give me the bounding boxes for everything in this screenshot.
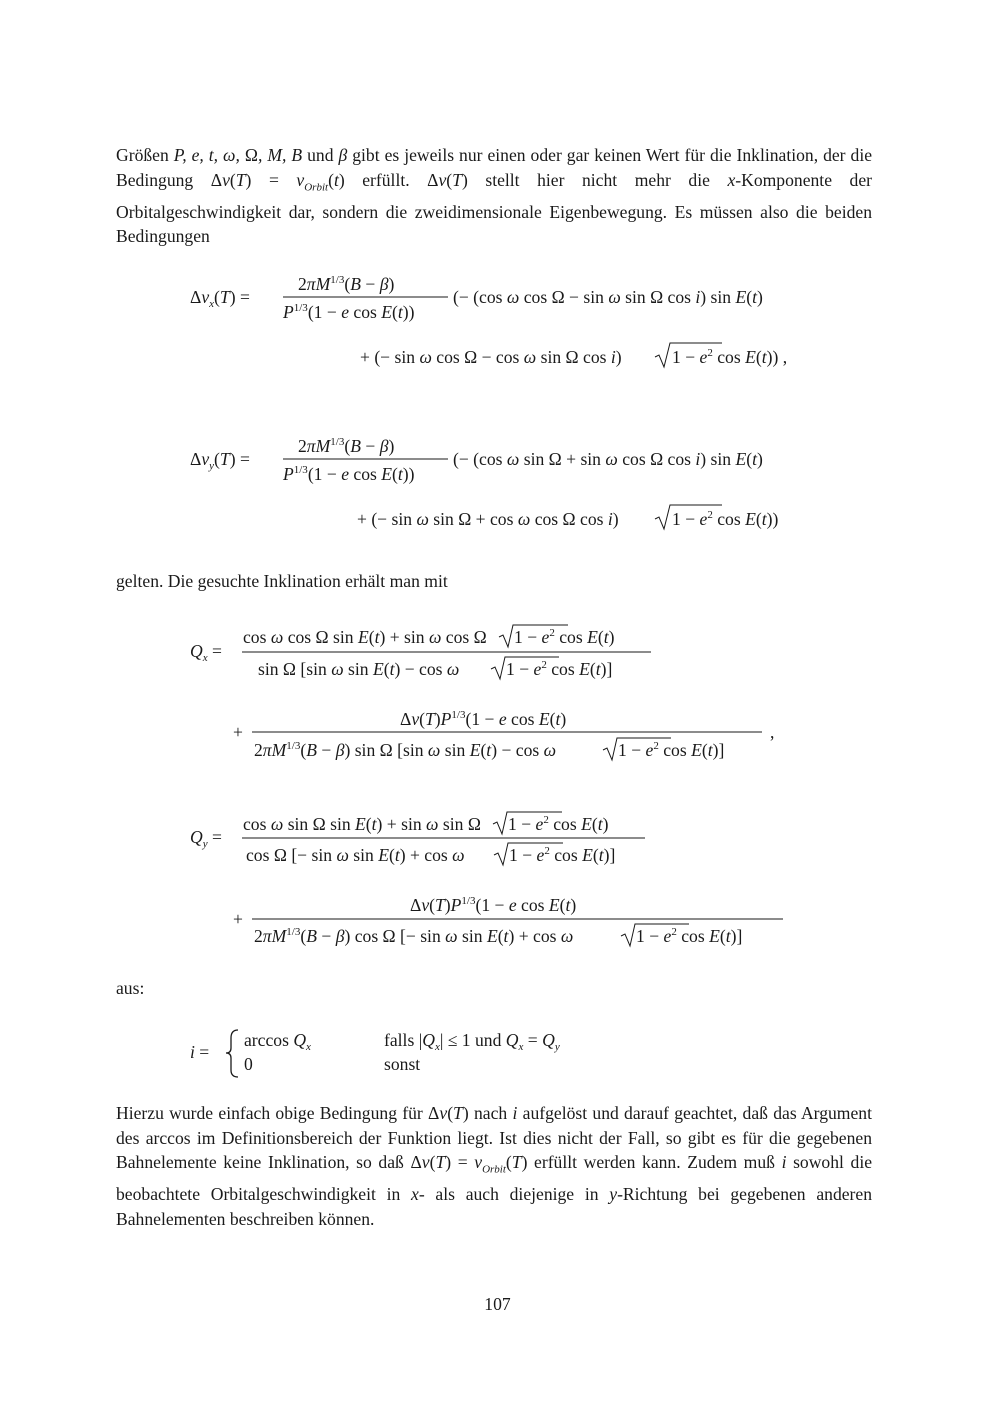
svg-text:1 − e2 cos E(t)]: $1 - e^2$ cos E(t)] bbox=[618, 740, 725, 760]
svg-text:cos Ω [− sin ω sin E(t) + cos: cos Ω [− sin ω sin E(t) + cos ω bbox=[246, 845, 465, 865]
paragraph-intro: Größen P, e, t, ω, Ω, M, B und β gibt es jeweils nur einen oder gar keinen Wert für die Inklination, der die Bedingung $\Delta v(T) = v_{Orbit}(t)$ erfüllt. Δv(T) stellt hier nicht mehr die x-Komponente der Orbitalgeschwindigkeit dar, sondern die zweidimensionale Eigenbewegung. Es müssen also die beiden Bedingungen bbox=[116, 145, 873, 247]
svg-text:cos ω cos Ω sin E(t) + sin ω c: cos ω cos Ω sin E(t) + sin ω cos Ω bbox=[243, 627, 487, 647]
paragraph-aus: aus: bbox=[116, 978, 145, 998]
svg-text:+ (− sin ω sin Ω + cos ω cos Ω: + (− sin ω sin Ω + cos ω cos Ω cos i) bbox=[357, 509, 619, 529]
svg-text:+: + bbox=[233, 909, 243, 929]
svg-text:Qx =: $Q_x$ = bbox=[190, 641, 222, 664]
svg-text:arccos Qx: $\arccos Q_x$ bbox=[244, 1030, 311, 1053]
svg-text:,: , bbox=[770, 722, 775, 742]
svg-text:1 − e2 cos E(t)]: $1 - e^2$ cos E(t)] bbox=[509, 845, 616, 865]
svg-text:2πM1/3(B − β) cos Ω [− sin ω s: $2\pi M^{1/3}(B - \beta)$ cos Ω [− sin ω sin E(t) + cos ω bbox=[254, 926, 574, 946]
svg-text:(− (cos ω cos Ω − sin ω sin Ω: (− (cos ω cos Ω − sin ω sin Ω cos i) sin E(t) bbox=[453, 287, 763, 307]
svg-text:2πM1/3(B − β): $2\pi M^{1/3}(B - \beta)$ bbox=[298, 436, 395, 456]
paragraph-hierzu: Hierzu wurde einfach obige Bedingung für Δv(T) nach i aufgelöst und darauf geachtet, daß das Argument des arccos im Definitionsbereich der Funktion liegt. Ist dies nicht der Fall, so gibt es für die gegebenen Bahnelemente keine Inklination, so daß $\Delta v(T) = v_{Orbit}(T)$ erfüllt werden kann. Zudem muß i sowohl die beobachtete Orbitalgeschwindigkeit in x- als auch diejenige in y-Richtung bei gegebenen anderen Bahnelementen beschreiben können. bbox=[116, 1103, 873, 1229]
svg-text:2πM1/3(B − β): $2\pi M^{1/3}(B - \beta)$ bbox=[298, 274, 395, 294]
svg-text:P1/3(1 − e cos E(t)): $P^{1/3}(1 - e$ cos E(t)) bbox=[283, 464, 415, 484]
svg-text:1 − e2 cos E(t)]: $1 - e^2$ cos E(t)] bbox=[636, 926, 743, 946]
svg-text:Δvx(T) =: $\Delta v_x(T)$ = bbox=[190, 287, 250, 310]
svg-text:Δv(T)P1/3(1 − e cos E(t): $\Delta v(T)P^{1/3}(1 - e$ cos E(t) bbox=[400, 709, 567, 729]
svg-text:i =: i = bbox=[190, 1042, 210, 1062]
svg-text:sonst: sonst bbox=[384, 1054, 421, 1074]
svg-text:P1/3(1 − e cos E(t)): $P^{1/3}(1 - e$ cos E(t)) bbox=[283, 302, 415, 322]
page-number: 107 bbox=[484, 1294, 511, 1314]
svg-text:sin Ω [sin ω sin E(t) − cos ω: sin Ω [sin ω sin E(t) − cos ω bbox=[258, 659, 460, 679]
svg-text:Δvy(T) =: $\Delta v_y(T)$ = bbox=[190, 449, 250, 472]
svg-text:falls |Qx| ≤ 1 und Qx = Qy: falls $|Q_x| \le 1$ und $Q_x = Q_y$ bbox=[384, 1030, 560, 1053]
svg-text:+: + bbox=[233, 722, 243, 742]
svg-text:1 − e2 cos E(t)): $1 - e^2$ cos E(t)) bbox=[672, 509, 779, 529]
paragraph-gelten: gelten. Die gesuchte Inklination erhält man mit bbox=[116, 571, 448, 591]
svg-text:1 − e2 cos E(t)) ,: $1 - e^2$ cos E(t)) , bbox=[672, 347, 788, 367]
svg-text:(− (cos ω sin Ω + sin ω cos Ω: (− (cos ω sin Ω + sin ω cos Ω cos i) sin E(t) bbox=[453, 449, 763, 469]
svg-text:1 − e2 cos E(t): $1 - e^2$ cos E(t) bbox=[514, 627, 615, 647]
svg-text:+ (− sin ω cos Ω − cos ω sin Ω: + (− sin ω cos Ω − cos ω sin Ω cos i) bbox=[360, 347, 622, 367]
svg-text:Δv(T)P1/3(1 − e cos E(t): $\Delta v(T)P^{1/3}(1 - e$ cos E(t) bbox=[410, 895, 577, 915]
svg-text:2πM1/3(B − β) sin Ω [sin ω sin: $2\pi M^{1/3}(B - \beta)$ sin Ω [sin ω sin E(t) − cos ω bbox=[254, 740, 557, 760]
svg-text:0: 0 bbox=[244, 1054, 253, 1074]
svg-text:cos ω sin Ω sin E(t) + sin ω s: cos ω sin Ω sin E(t) + sin ω sin Ω bbox=[243, 814, 481, 834]
svg-text:1 − e2 cos E(t): $1 - e^2$ cos E(t) bbox=[508, 814, 609, 834]
svg-text:Qy =: $Q_y$ = bbox=[190, 827, 222, 850]
svg-text:1 − e2 cos E(t)]: $1 - e^2$ cos E(t)] bbox=[506, 659, 613, 679]
